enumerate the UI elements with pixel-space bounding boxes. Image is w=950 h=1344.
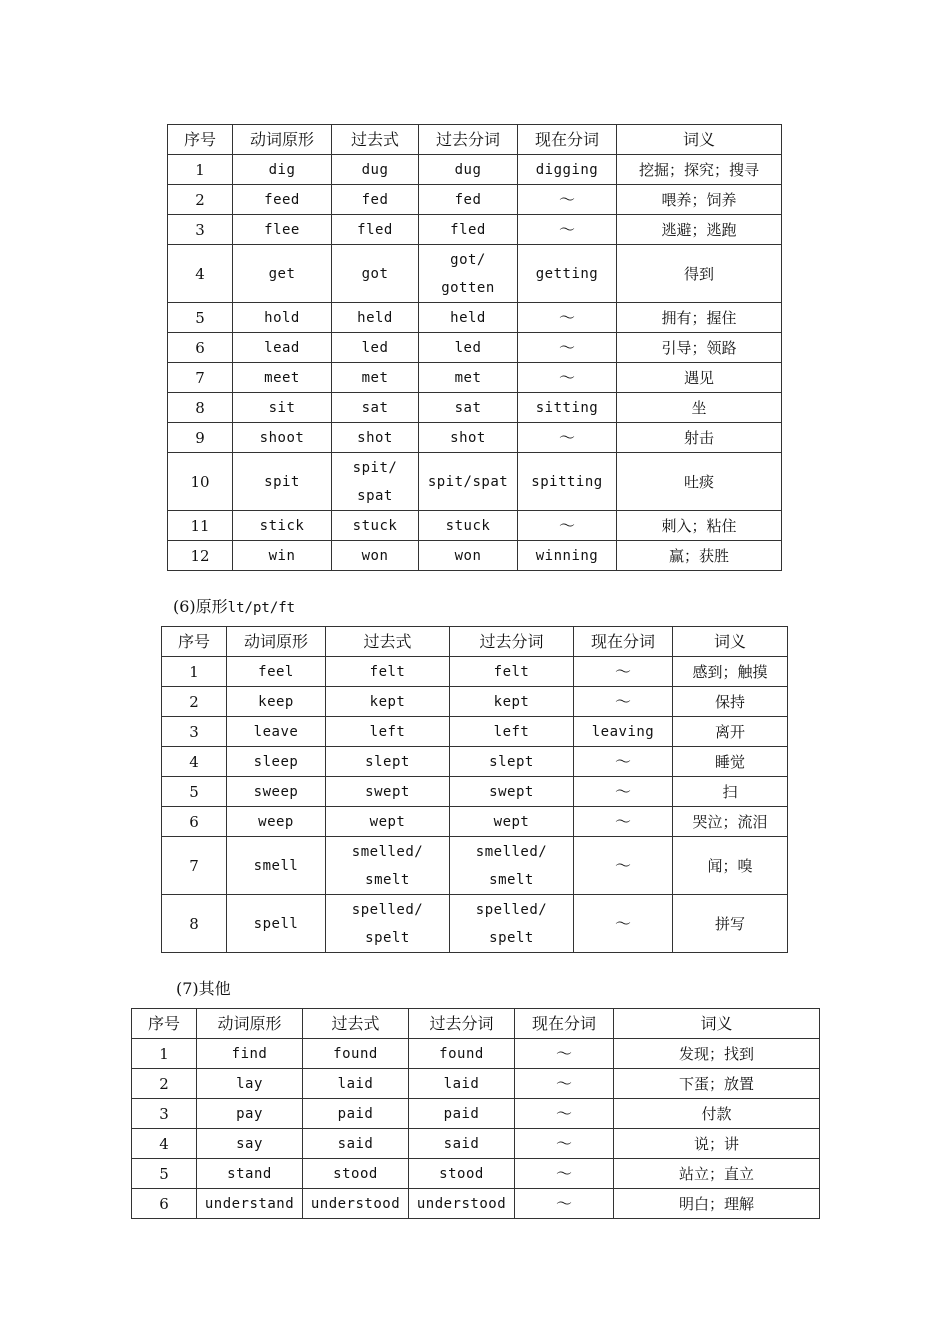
header-base-form: 动词原形 [197,1009,303,1039]
cell-base-form: lead [233,333,332,363]
cell-index: 6 [162,807,227,837]
table-row [168,333,782,363]
cell-index: 3 [132,1099,197,1129]
table-row [168,541,782,571]
cell-meaning: 赢；获胜 [617,541,782,571]
cell-past-participle: spelled/ spelt [450,895,574,953]
table-row [132,1069,820,1099]
table-row [168,453,782,511]
cell-past-participle: fed [419,185,518,215]
cell-past-tense: wept [326,807,450,837]
cell-base-form: stand [197,1159,303,1189]
table-row [132,1099,820,1129]
cell-past-tense: spit/ spat [332,453,419,511]
cell-present-participle: digging [518,155,617,185]
cell-meaning: 睡觉 [673,747,788,777]
cell-past-tense: shot [332,423,419,453]
cell-present-participle: ～ [515,1189,614,1219]
cell-past-tense: understood [303,1189,409,1219]
header-past-tense: 过去式 [326,627,450,657]
header-present-participle: 现在分词 [515,1009,614,1039]
header-present-participle: 现在分词 [574,627,673,657]
cell-past-tense: got [332,245,419,303]
cell-present-participle: ～ [518,511,617,541]
cell-present-participle: ～ [574,687,673,717]
cell-past-tense: led [332,333,419,363]
cell-index: 8 [162,895,227,953]
cell-present-participle: ～ [515,1129,614,1159]
cell-past-participle: paid [409,1099,515,1129]
table-row [132,1039,820,1069]
table-row [162,717,788,747]
cell-meaning: 明白；理解 [614,1189,820,1219]
cell-base-form: spit [233,453,332,511]
cell-meaning: 得到 [617,245,782,303]
header-meaning: 词义 [673,627,788,657]
cell-past-tense: smelled/ smelt [326,837,450,895]
table-row [168,185,782,215]
cell-past-participle: said [409,1129,515,1159]
cell-past-tense: laid [303,1069,409,1099]
cell-past-participle: left [450,717,574,747]
cell-index: 8 [168,393,233,423]
table-row [168,245,782,303]
cell-past-tense: spelled/ spelt [326,895,450,953]
header-past-tense: 过去式 [332,125,419,155]
cell-past-participle: slept [450,747,574,777]
table-verbs-other [131,1008,820,1219]
cell-past-tense: swept [326,777,450,807]
cell-base-form: leave [227,717,326,747]
header-present-participle: 现在分词 [518,125,617,155]
table-row [168,215,782,245]
cell-index: 4 [168,245,233,303]
table-row [168,511,782,541]
cell-index: 5 [168,303,233,333]
cell-base-form: feel [227,657,326,687]
cell-base-form: find [197,1039,303,1069]
header-row [162,627,788,657]
cell-meaning: 离开 [673,717,788,747]
cell-past-participle: led [419,333,518,363]
cell-past-tense: sat [332,393,419,423]
cell-index: 1 [132,1039,197,1069]
cell-index: 7 [168,363,233,393]
header-base-form: 动词原形 [227,627,326,657]
cell-present-participle: spitting [518,453,617,511]
cell-index: 1 [168,155,233,185]
cell-present-participle: ～ [518,363,617,393]
cell-past-tense: fled [332,215,419,245]
section-6-pattern: lt/pt/ft [227,600,296,616]
cell-meaning: 引导；领路 [617,333,782,363]
header-row [132,1009,820,1039]
cell-meaning: 发现；找到 [614,1039,820,1069]
cell-present-participle: ～ [574,837,673,895]
cell-past-participle: smelled/ smelt [450,837,574,895]
cell-base-form: sweep [227,777,326,807]
cell-past-tense: won [332,541,419,571]
cell-present-participle: leaving [574,717,673,747]
cell-past-tense: left [326,717,450,747]
cell-index: 3 [162,717,227,747]
cell-past-participle: shot [419,423,518,453]
cell-past-participle: swept [450,777,574,807]
cell-base-form: dig [233,155,332,185]
cell-past-participle: found [409,1039,515,1069]
header-row [168,125,782,155]
table-row [162,657,788,687]
cell-base-form: weep [227,807,326,837]
cell-base-form: stick [233,511,332,541]
cell-index: 9 [168,423,233,453]
cell-meaning: 哭泣；流泪 [673,807,788,837]
cell-index: 10 [168,453,233,511]
cell-present-participle: winning [518,541,617,571]
header-past-participle: 过去分词 [409,1009,515,1039]
cell-base-form: understand [197,1189,303,1219]
cell-meaning: 射击 [617,423,782,453]
section-7-label: (7)其他 [176,979,231,998]
cell-meaning: 扫 [673,777,788,807]
cell-past-participle: fled [419,215,518,245]
cell-meaning: 遇见 [617,363,782,393]
cell-index: 6 [168,333,233,363]
table-row [132,1159,820,1189]
cell-past-participle: understood [409,1189,515,1219]
cell-present-participle: getting [518,245,617,303]
header-index: 序号 [132,1009,197,1039]
cell-base-form: feed [233,185,332,215]
cell-index: 1 [162,657,227,687]
header-past-participle: 过去分词 [419,125,518,155]
cell-base-form: say [197,1129,303,1159]
cell-past-participle: met [419,363,518,393]
table-verbs-lt-pt-ft [161,626,788,953]
verb-table-2 [161,626,788,953]
table-row [168,303,782,333]
cell-index: 2 [168,185,233,215]
cell-index: 2 [132,1069,197,1099]
cell-present-participle: ～ [574,777,673,807]
cell-past-participle: wept [450,807,574,837]
cell-past-participle: held [419,303,518,333]
cell-base-form: win [233,541,332,571]
cell-past-tense: fed [332,185,419,215]
cell-meaning: 挖掘；探究；搜寻 [617,155,782,185]
header-base-form: 动词原形 [233,125,332,155]
cell-present-participle: ～ [515,1069,614,1099]
cell-past-participle: spit/spat [419,453,518,511]
header-index: 序号 [162,627,227,657]
cell-base-form: spell [227,895,326,953]
header-past-participle: 过去分词 [450,627,574,657]
header-meaning: 词义 [614,1009,820,1039]
cell-index: 5 [162,777,227,807]
cell-meaning: 保持 [673,687,788,717]
table-row [168,393,782,423]
table-row [168,363,782,393]
cell-present-participle: sitting [518,393,617,423]
cell-index: 7 [162,837,227,895]
cell-index: 4 [132,1129,197,1159]
cell-past-tense: found [303,1039,409,1069]
cell-index: 6 [132,1189,197,1219]
section-7-caption [176,979,231,999]
cell-meaning: 拥有；握住 [617,303,782,333]
cell-past-participle: stood [409,1159,515,1189]
section-6-label: (6)原形 [173,597,228,616]
cell-base-form: flee [233,215,332,245]
table-row [162,807,788,837]
cell-past-tense: met [332,363,419,393]
cell-base-form: sleep [227,747,326,777]
cell-past-tense: stood [303,1159,409,1189]
cell-present-participle: ～ [515,1039,614,1069]
cell-meaning: 说；讲 [614,1129,820,1159]
cell-base-form: meet [233,363,332,393]
table-row [168,423,782,453]
table-row [132,1189,820,1219]
cell-past-tense: stuck [332,511,419,541]
cell-base-form: get [233,245,332,303]
cell-past-tense: felt [326,657,450,687]
cell-present-participle: ～ [574,657,673,687]
table-row [132,1129,820,1159]
cell-past-participle: won [419,541,518,571]
cell-base-form: hold [233,303,332,333]
cell-past-tense: said [303,1129,409,1159]
cell-meaning: 站立；直立 [614,1159,820,1189]
cell-past-tense: paid [303,1099,409,1129]
cell-present-participle: ～ [518,333,617,363]
cell-meaning: 拼写 [673,895,788,953]
cell-base-form: sit [233,393,332,423]
cell-meaning: 吐痰 [617,453,782,511]
header-index: 序号 [168,125,233,155]
table-row [162,747,788,777]
cell-present-participle: ～ [518,423,617,453]
cell-index: 4 [162,747,227,777]
cell-present-participle: ～ [574,807,673,837]
header-past-tense: 过去式 [303,1009,409,1039]
header-meaning: 词义 [617,125,782,155]
table-row [162,687,788,717]
cell-present-participle: ～ [518,185,617,215]
cell-past-participle: laid [409,1069,515,1099]
cell-past-participle: dug [419,155,518,185]
cell-base-form: shoot [233,423,332,453]
cell-past-participle: sat [419,393,518,423]
cell-past-tense: slept [326,747,450,777]
table-row [162,895,788,953]
table-row [162,777,788,807]
verb-table-3 [131,1008,820,1219]
cell-past-participle: got/ gotten [419,245,518,303]
cell-past-participle: kept [450,687,574,717]
table-row [168,155,782,185]
cell-index: 3 [168,215,233,245]
cell-present-participle: ～ [574,895,673,953]
cell-index: 11 [168,511,233,541]
cell-present-participle: ～ [515,1099,614,1129]
cell-base-form: smell [227,837,326,895]
cell-present-participle: ～ [518,215,617,245]
cell-meaning: 喂养；饲养 [617,185,782,215]
section-6-caption [173,597,295,618]
cell-meaning: 坐 [617,393,782,423]
cell-meaning: 感到；触摸 [673,657,788,687]
cell-base-form: pay [197,1099,303,1129]
table-row [162,837,788,895]
cell-present-participle: ～ [518,303,617,333]
cell-index: 5 [132,1159,197,1189]
cell-meaning: 刺入；粘住 [617,511,782,541]
cell-meaning: 付款 [614,1099,820,1129]
cell-base-form: lay [197,1069,303,1099]
cell-index: 2 [162,687,227,717]
verb-table-1 [167,124,782,571]
cell-past-tense: dug [332,155,419,185]
cell-past-tense: held [332,303,419,333]
cell-past-tense: kept [326,687,450,717]
cell-meaning: 逃避；逃跑 [617,215,782,245]
cell-index: 12 [168,541,233,571]
cell-base-form: keep [227,687,326,717]
cell-past-participle: stuck [419,511,518,541]
cell-present-participle: ～ [574,747,673,777]
table-verbs-irregular [167,124,782,571]
cell-meaning: 下蛋；放置 [614,1069,820,1099]
cell-present-participle: ～ [515,1159,614,1189]
cell-meaning: 闻；嗅 [673,837,788,895]
cell-past-participle: felt [450,657,574,687]
